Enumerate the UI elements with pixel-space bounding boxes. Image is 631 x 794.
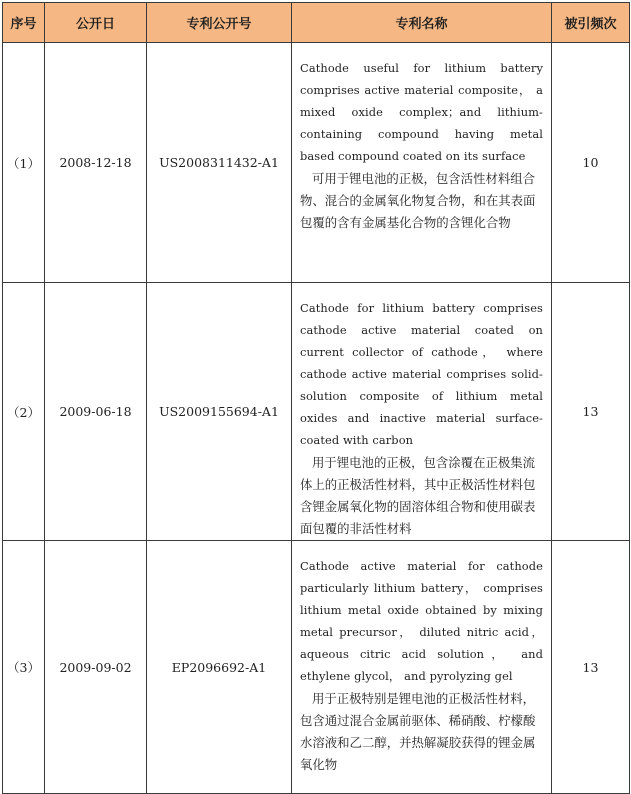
table-row	[3, 43, 630, 283]
header-citations: 被引频次	[552, 3, 630, 43]
row-title-cell	[292, 283, 552, 541]
row-citations: 13	[552, 541, 630, 794]
table-row	[3, 283, 630, 541]
row-number: EP2096692-A1	[147, 541, 292, 794]
row-index: （2）	[3, 283, 45, 541]
row-date: 2008-12-18	[45, 43, 147, 283]
row-number: US2008311432-A1	[147, 43, 292, 283]
row-title-en: Cathode active material for cathode particularly lithium battery， comprises lithium metal oxide obtained by mixing metal precursor， diluted nitric acid， aqueous citric acid solution， and ethylene glycol， and pyrolyzing gel	[300, 559, 543, 683]
table-row	[3, 541, 630, 794]
header-number: 专利公开号	[147, 3, 292, 43]
header-row	[3, 3, 630, 43]
header-date: 公开日	[45, 3, 147, 43]
row-title-cell	[292, 43, 552, 283]
row-title-cn: 用于锂电池的正极，包含涂覆在正极集流体上的正极活性材料，其中正极活性材料包含锂金属氧化物的固溶体组合物和使用碳表面包覆的非活性材料	[300, 455, 536, 536]
row-title-cn: 用于正极特别是锂电池的正极活性材料，包含通过混合金属前驱体、稀硝酸、柠檬酸水溶液和乙二醇，并热解凝胶获得的锂金属氧化物	[300, 691, 536, 772]
row-citations: 13	[552, 283, 630, 541]
row-date: 2009-06-18	[45, 283, 147, 541]
header-index: 序号	[3, 3, 45, 43]
row-title-cn: 可用于锂电池的正极，包含活性材料组合物、混合的金属氧化物复合物，和在其表面包覆的含有金属基化合物的含锂化合物	[300, 171, 536, 230]
row-number: US2009155694-A1	[147, 283, 292, 541]
row-title-cell	[292, 541, 552, 794]
row-index: （3）	[3, 541, 45, 794]
row-title-en: Cathode useful for lithium battery comprises active material composite， a mixed oxide complex；and lithium-containing compound having metal based compound coated on its surface	[300, 61, 543, 163]
patent-table	[2, 2, 630, 794]
row-date: 2009-09-02	[45, 541, 147, 794]
row-title-en: Cathode for lithium battery comprises cathode active material coated on current collector of cathode， where cathode active material comprises solid-solution composite of lithium metal oxides and inactive material surface-coated with carbon	[300, 301, 543, 447]
header-title: 专利名称	[292, 3, 552, 43]
row-index: （1）	[3, 43, 45, 283]
row-citations: 10	[552, 43, 630, 283]
